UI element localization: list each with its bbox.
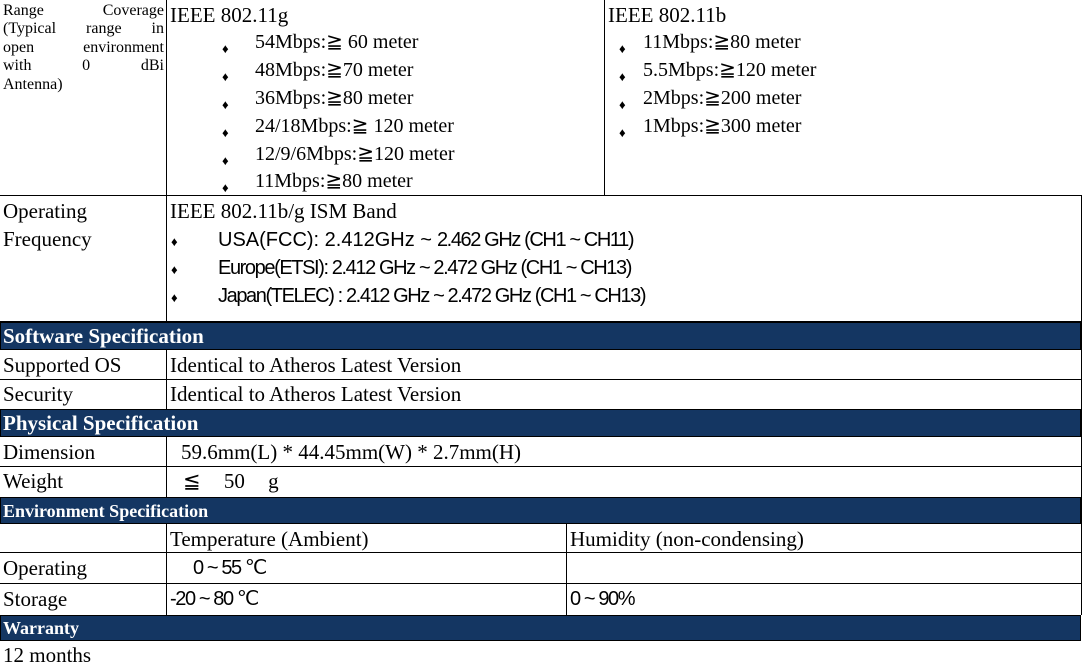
ieee-80211g-title: IEEE 802.11g [170,3,289,27]
range-coverage-label [3,2,164,94]
label-line: open environment [3,38,164,56]
grid-line [166,0,167,321]
list-item: 54Mbps:≧ 60 meter [255,31,419,53]
grid-line [0,552,1082,553]
grid-line [0,466,1082,467]
list-item: 24/18Mbps:≧ 120 meter [255,115,454,137]
grid-line [566,524,567,615]
environment-spec-header: Environment Specification [0,497,1081,524]
list-item: 11Mbps:≧80 meter [255,170,413,192]
weight-value: ≦ 50 g [183,469,279,493]
bullet-icon: ♦ [171,234,178,249]
operating-frequency-label-line: Operating [3,199,87,223]
operating-frequency-label-line: Frequency [3,227,92,251]
list-item: 12/9/6Mbps:≧120 meter [255,143,455,165]
bullet-icon: ♦ [222,69,229,84]
storage-label: Storage [3,587,68,611]
grid-line [0,583,1082,584]
label-line: Range Coverage [3,2,164,19]
humidity-column-header: Humidity (non-condensing) [570,527,804,551]
supported-os-label: Supported OS [3,353,122,377]
ieee-80211b-title: IEEE 802.11b [608,3,727,27]
list-item: 2Mbps:≧200 meter [643,87,802,109]
operating-temp-value: 0 ~ 55 ℃ [193,557,266,579]
grid-line [166,437,167,497]
operating-label: Operating [3,556,87,580]
weight-label: Weight [3,469,64,493]
frequency-japan: Japan(TELEC) : 2.412 GHz ~ 2.472 GHz (CH1 ~ CH13) [218,285,646,307]
bullet-icon: ♦ [619,69,626,84]
storage-temp-value: -20 ~ 80 ℃ [170,588,258,610]
frequency-usa-prefix: USA(FCC): 2.412GHz ~ [218,229,432,251]
warranty-header: Warranty [0,615,1081,641]
list-item: 11Mbps:≧80 meter [643,31,801,53]
label-line: Antenna) [3,75,63,93]
bullet-icon: ♦ [619,97,626,112]
bullet-icon: ♦ [222,125,229,140]
ism-band-title: IEEE 802.11b/g ISM Band [170,199,397,223]
bullet-icon: ♦ [619,125,626,140]
label-line: (Typical range in [3,20,164,38]
list-item: 48Mbps:≧70 meter [255,59,414,81]
bullet-icon: ♦ [222,180,229,195]
bullet-icon: ♦ [222,97,229,112]
dimension-label: Dimension [3,440,96,464]
grid-line [0,195,1082,196]
list-item: 36Mbps:≧80 meter [255,87,414,109]
frequency-europe: Europe(ETSI): 2.412 GHz ~ 2.472 GHz (CH1 ~ CH13) [218,257,631,279]
grid-line [604,0,605,196]
list-item: 1Mbps:≧300 meter [643,115,802,137]
security-label: Security [3,382,73,406]
bullet-icon: ♦ [171,290,178,305]
physical-spec-header: Physical Specification [0,409,1081,437]
bullet-icon: ♦ [222,41,229,56]
security-value: Identical to Atheros Latest Version [170,382,462,406]
frequency-usa-range: 2.462 GHz (CH1 ~ CH11) [436,229,634,251]
dimension-value: 59.6mm(L) * 44.45mm(W) * 2.7mm(H) [181,440,522,464]
temperature-column-header: Temperature (Ambient) [170,527,369,551]
storage-humidity-value: 0 ~ 90% [570,588,635,610]
list-item: 5.5Mbps:≧120 meter [643,59,817,81]
warranty-value: 12 months [3,643,92,667]
bullet-icon: ♦ [171,262,178,277]
bullet-icon: ♦ [222,153,229,168]
frequency-usa [218,226,633,254]
software-spec-header: Software Specification [0,322,1081,350]
supported-os-value: Identical to Atheros Latest Version [170,353,462,377]
grid-line [0,379,1082,380]
grid-line [166,524,167,615]
bullet-icon: ♦ [619,41,626,56]
label-line: with 0 dBi [3,57,164,75]
